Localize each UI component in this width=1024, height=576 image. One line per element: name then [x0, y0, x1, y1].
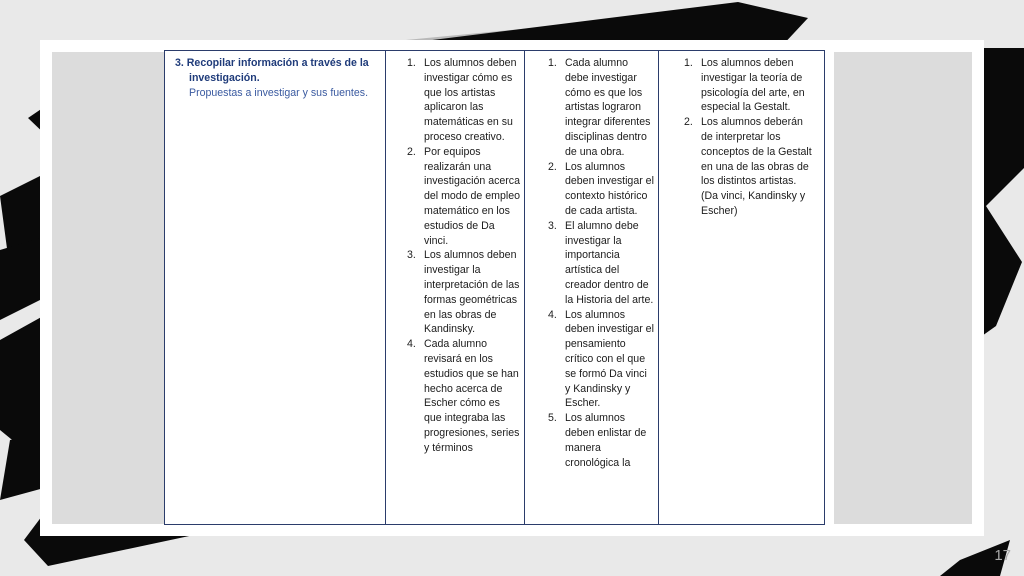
list-item: 3. El alumno debe investigar la importancia artística del creador dentro de la Historia del arte. — [548, 219, 654, 306]
section-subheading: Propuestas a investigar y sus fuentes. — [189, 86, 369, 99]
right-gray-panel — [834, 52, 972, 524]
list-item: 1. Cada alumno debe investigar cómo es que los artistas lograron integrar diferentes disciplinas dentro de una obra. — [548, 57, 651, 158]
left-gray-panel — [52, 52, 164, 524]
list-item: 4. Los alumnos deben investigar el pensamiento crítico con el que se formó Da vinci y Kandinsky y Escher. — [548, 308, 654, 410]
table-column-1 — [165, 51, 385, 524]
list-item: 1. Los alumnos deben investigar la teoría de psicología del arte, en especial la Gestalt. — [684, 57, 805, 114]
section-heading: 3. Recopilar información a través de la investigación. — [175, 57, 369, 84]
table-column-4 — [658, 51, 824, 524]
list-item: 2. Los alumnos deben investigar el contexto histórico de cada artista. — [548, 160, 654, 217]
list-item: 3. Los alumnos deben investigar la interpretación de las formas geométricas en las obras de Kandinsky. — [407, 249, 520, 336]
list-item: 4. Cada alumno revisará en los estudios que se han hecho acerca de Escher cómo es que integraba las progresiones, series y términos — [407, 338, 520, 454]
list-item: 5. Los alumnos deben enlistar de manera cronológica la — [548, 412, 647, 469]
list-item: 2. Los alumnos deberán de interpretar los conceptos de la Gestalt en una de las obras de los distintos artistas. (Da vinci, Kandinsky y Escher) — [684, 116, 812, 217]
list-item: 2. Por equipos realizarán una investigación acerca del modo de empleo matemático en los estudios de Da vinci. — [407, 145, 520, 247]
page-number: 17 — [994, 547, 1011, 564]
research-table — [164, 50, 825, 525]
table-column-3 — [524, 51, 658, 524]
table-column-2 — [385, 51, 524, 524]
list-item: 1. Los alumnos deben investigar cómo es que los artistas aplicaron las matemáticas en su proceso creativo. — [407, 57, 517, 143]
